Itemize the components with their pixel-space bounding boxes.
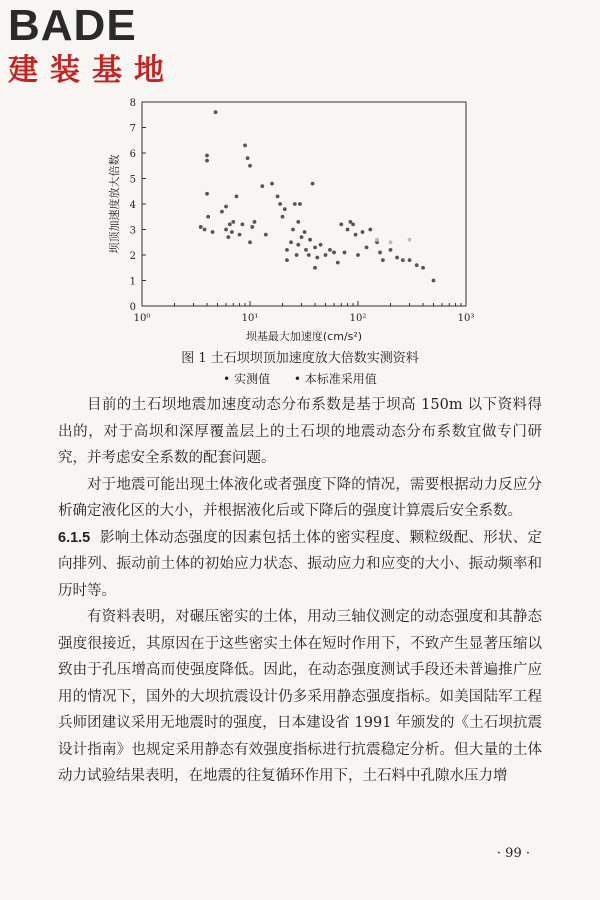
data-point-measured xyxy=(343,251,347,255)
data-point-measured xyxy=(351,223,355,227)
data-point-measured xyxy=(205,192,209,196)
plot-frame xyxy=(142,102,466,306)
data-point-measured xyxy=(324,253,328,257)
data-point-measured xyxy=(401,258,405,262)
data-point-measured xyxy=(276,194,280,198)
data-point-measured xyxy=(228,223,232,227)
y-axis-label: 坝顶加速度放大倍数 xyxy=(108,154,121,254)
figure-legend xyxy=(0,370,600,387)
logo-text-en: BADE xyxy=(8,1,137,50)
x-tick-label: 10² xyxy=(349,313,367,324)
data-point-measured xyxy=(415,263,419,267)
data-point-measured xyxy=(248,164,252,168)
section-paragraph xyxy=(58,525,542,605)
data-point-measured xyxy=(354,233,358,237)
y-tick-label: 1 xyxy=(129,276,136,288)
y-tick-label: 0 xyxy=(129,302,136,313)
data-point-measured xyxy=(205,159,209,163)
data-point-measured xyxy=(408,258,412,262)
x-axis-label: 坝基最大加速度(cm/s²) xyxy=(245,330,363,341)
data-point-measured xyxy=(300,235,304,239)
data-point-measured xyxy=(230,230,234,234)
paragraph: 有资料表明，对碾压密实的土体，用动三轴仪测定的动态强度和其静态强度很接近，其原因在于这些密实土体在短时作用下，不致产生显著压缩以致由于孔压增高而使强度降低。因此，在动态强度测试手段还未普遍推广应用的情况下，国外的大坝抗震设计仍多采用静态强度指标。如美国陆军工程兵师团建议采用无地震时的强度，日本建设省 1991 年颁发的《土石坝抗震设计指南》也规定采用静态有效强度指标进行抗震稳定分析。但大量的土体动力试验结果表明，在地震的往复循环作用下，土石料中孔隙水压力增 xyxy=(58,609,542,784)
data-point-measured xyxy=(336,261,340,265)
data-point-measured xyxy=(291,228,295,232)
data-point-measured xyxy=(313,266,317,270)
data-point-measured xyxy=(205,154,209,158)
data-point-measured xyxy=(238,233,242,237)
data-point-measured xyxy=(365,245,369,249)
section-number: 6.1.5 xyxy=(58,529,91,546)
paragraph: 对于地震可能出现土体液化或者强度下降的情况，需要根据动力反应分析确定液化区的大小，并根据液化后或下降后的强度计算震后安全系数。 xyxy=(58,476,542,519)
data-point-measured xyxy=(328,248,332,252)
data-point-measured xyxy=(308,238,312,242)
scatter-chart xyxy=(100,86,480,341)
data-point-measured xyxy=(381,258,385,262)
data-point-measured xyxy=(214,110,218,114)
figure-caption: 图 1 土石坝坝顶加速度放大倍数实测资料 xyxy=(181,351,419,366)
data-point-measured xyxy=(260,184,264,188)
y-tick-label: 7 xyxy=(129,123,136,135)
data-point-measured xyxy=(389,248,393,252)
data-point-measured xyxy=(285,258,289,262)
data-point-measured xyxy=(226,235,230,239)
data-point-measured xyxy=(298,202,302,206)
paragraph: 目前的土石坝地震加速度动态分布系数是基于坝高 150m 以下资料得出的，对于高坝和深厚覆盖层上的土石坝的地震动态分布系数宜做专门研究，并考虑安全系数的配套问题。 xyxy=(58,397,542,466)
data-point-measured xyxy=(240,223,244,227)
data-point-measured xyxy=(303,230,307,234)
data-point-measured xyxy=(293,202,297,206)
data-point-measured xyxy=(264,233,268,237)
data-point-measured xyxy=(289,240,293,244)
legend-adopted: • 本标准采用值 xyxy=(293,372,377,386)
data-point-measured xyxy=(246,156,250,160)
data-point-measured xyxy=(270,182,274,186)
data-point-measured xyxy=(368,228,372,232)
data-point-measured xyxy=(356,253,360,257)
data-point-measured xyxy=(346,228,350,232)
data-point-measured xyxy=(315,256,319,260)
data-point-measured xyxy=(231,220,235,224)
data-point-measured xyxy=(235,194,239,198)
data-point-measured xyxy=(285,248,289,252)
data-point-measured xyxy=(296,220,300,224)
data-point-measured xyxy=(203,228,207,232)
section-text: 影响土体动态强度的因素包括土体的密实程度、颗粒级配、形状、定向排列、振动前土体的初始应力状态、振动应力和应变的大小、振动频率和历时等。 xyxy=(58,529,543,599)
data-point-measured xyxy=(395,256,399,260)
legend-measured: • 实测值 xyxy=(223,372,271,386)
data-point-adopted xyxy=(375,238,379,242)
data-point-measured xyxy=(421,266,425,270)
y-tick-label: 5 xyxy=(129,174,136,186)
data-point-measured xyxy=(248,240,252,244)
data-point-measured xyxy=(295,253,299,257)
data-point-adopted xyxy=(408,238,412,242)
data-point-measured xyxy=(224,205,228,209)
data-point-measured xyxy=(224,228,228,232)
data-point-measured xyxy=(211,230,215,234)
data-point-measured xyxy=(307,253,311,257)
data-point-measured xyxy=(283,207,287,211)
data-point-measured xyxy=(311,182,315,186)
logo xyxy=(8,1,176,90)
body-text xyxy=(58,392,542,790)
y-tick-label: 8 xyxy=(129,98,136,109)
y-tick-label: 3 xyxy=(129,225,136,237)
y-tick-label: 4 xyxy=(129,200,136,211)
data-point-measured xyxy=(199,225,203,229)
data-point-measured xyxy=(304,248,308,252)
data-point-measured xyxy=(278,202,282,206)
x-tick-label: 10⁰ xyxy=(133,313,151,324)
logo-text-cn: 建装基地 xyxy=(8,53,176,88)
data-point-measured xyxy=(220,210,224,214)
data-point-measured xyxy=(243,143,247,147)
data-point-measured xyxy=(432,279,436,283)
data-point-measured xyxy=(281,215,285,219)
data-point-measured xyxy=(206,215,210,219)
data-point-measured xyxy=(332,251,336,255)
data-point-measured xyxy=(319,243,323,247)
x-tick-label: 10³ xyxy=(457,313,475,324)
data-point-adopted xyxy=(389,240,393,244)
data-point-measured xyxy=(339,223,343,227)
data-point-measured xyxy=(361,230,365,234)
page-number: · 99 · xyxy=(496,846,530,861)
data-point-measured xyxy=(313,245,317,249)
data-point-measured xyxy=(253,220,257,224)
y-tick-label: 2 xyxy=(129,251,136,262)
x-tick-label: 10¹ xyxy=(241,313,259,324)
data-point-measured xyxy=(378,251,382,255)
data-point-measured xyxy=(250,225,254,229)
data-point-measured xyxy=(296,243,300,247)
y-tick-label: 6 xyxy=(129,149,136,160)
